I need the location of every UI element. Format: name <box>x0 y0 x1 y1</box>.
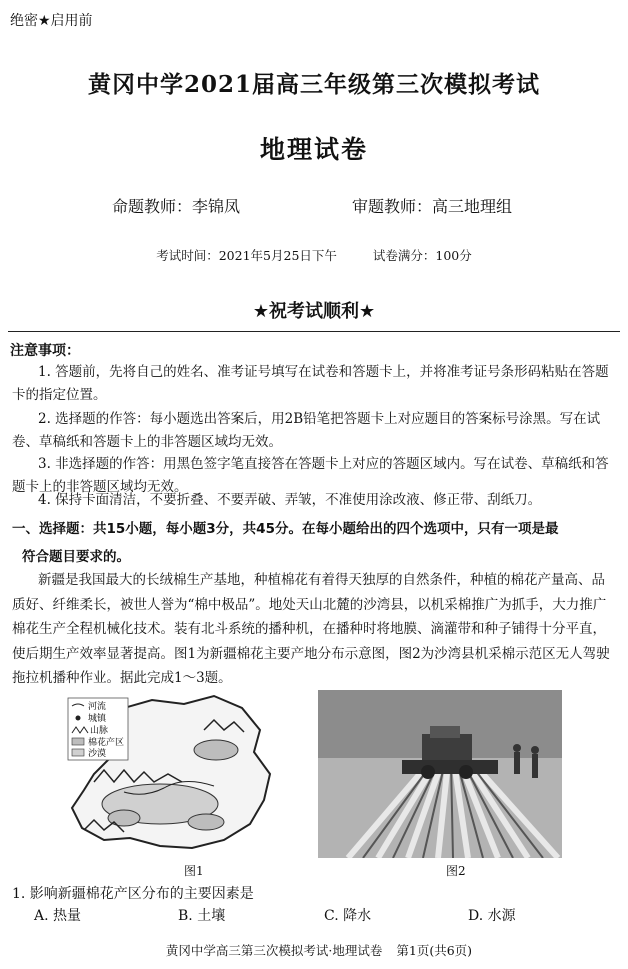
option-c: C. 降水 <box>324 908 372 924</box>
legend-label: 河流 <box>88 702 107 712</box>
tractor-field-photo <box>318 690 562 858</box>
section-heading: 一、选择题：共15小题，每小题3分，共45分。在每小题给出的四个选项中，只有一项是最 符合题目要求的。 <box>12 521 559 565</box>
exam-time: 考试时间：2021年5月25日下午 <box>156 248 337 263</box>
reviewer-teacher: 审题教师：高三地理组 <box>352 197 513 216</box>
desert-legend-icon <box>72 749 84 756</box>
tractor-wheel <box>421 765 435 779</box>
note-item: 4. 保持卡面清洁，不要折叠、不要弄破、弄皱，不准使用涂改液、修正带、刮纸刀。 <box>38 492 542 508</box>
good-luck-banner: ★祝考试顺利★ <box>252 301 376 322</box>
page-footer <box>0 941 628 959</box>
notes-heading: 注意事项： <box>10 343 80 359</box>
page-number: 第1页(共6页) <box>396 943 473 958</box>
legend-label: 沙漠 <box>88 749 107 759</box>
full-score: 试卷满分：100分 <box>372 248 472 263</box>
cotton-area <box>188 814 224 830</box>
farmer-head <box>513 744 521 752</box>
farmer-head <box>531 746 539 754</box>
exam-info <box>0 246 628 264</box>
subject-title: 地理试卷 <box>259 135 368 164</box>
question-stem: 1. 影响新疆棉花产区分布的主要因素是 <box>12 886 254 902</box>
figure-2-photo <box>318 690 562 858</box>
exam-title: 黄冈中学2021届高三年级第三次模拟考试 <box>87 71 540 98</box>
secret-label: 绝密★启用前 <box>10 13 93 29</box>
setter-teacher: 命题教师：李锦凤 <box>112 197 241 216</box>
figure-1-map <box>64 690 286 858</box>
note-item: 3. 非选择题的作答：用黑色签字笔直接答在答题卡上对应的答题区域内。写在试卷、草稿纸和答题卡上的非答题区域均无效。 <box>12 456 609 495</box>
option-d: D. 水源 <box>468 908 516 924</box>
legend-label: 山脉 <box>90 726 109 736</box>
town-legend-icon <box>76 716 81 721</box>
footer-text: 黄冈中学高三第三次模拟考试·地理试卷 <box>165 943 383 958</box>
figure-2-caption: 图2 <box>446 864 466 878</box>
option-a: A. 热量 <box>34 908 82 924</box>
note-item: 1. 答题前，先将自己的姓名、准考证号填写在试卷和答题卡上，并将准考证号条形码粘贴在答题卡的指定位置。 <box>12 364 609 403</box>
xinjiang-map <box>64 690 286 858</box>
figure-1-caption: 图1 <box>184 864 204 878</box>
tractor-wheel <box>459 765 473 779</box>
legend-label: 城镇 <box>88 714 107 724</box>
reading-passage: 新疆是我国最大的长绒棉生产基地，种植棉花有着得天独厚的自然条件，种植的棉花产量高、品质好、纤维柔长，被世人誉为“棉中极品”。地处天山北麓的沙湾县，以机采棉推广为抓手，大力推广棉花生产全程机械化技术。装有北斗系统的播种机，在播种时将地膜、滴灌带和种子铺得十分平直，使后期生产效率显著提高。图1为新疆棉花主要产地分布示意图，图2为沙湾县机采棉示范区无人驾驶拖拉机播种作业。据此完成1～3题。 <box>12 572 610 686</box>
seeder-implement <box>402 760 498 774</box>
cotton-legend-icon <box>72 738 84 745</box>
farmer-figure <box>532 754 538 778</box>
farmer-figure <box>514 752 520 774</box>
legend-label: 棉花产区 <box>88 738 125 748</box>
note-item: 2. 选择题的作答：每小题选出答案后，用2B铅笔把答题卡上对应题目的答案标号涂黑。写在试卷、草稿纸和答题卡上的非答题区域均无效。 <box>12 411 601 450</box>
option-b: B. 土壤 <box>178 908 226 924</box>
divider <box>8 331 620 332</box>
tractor-cab <box>430 726 460 738</box>
cotton-area <box>194 740 238 760</box>
